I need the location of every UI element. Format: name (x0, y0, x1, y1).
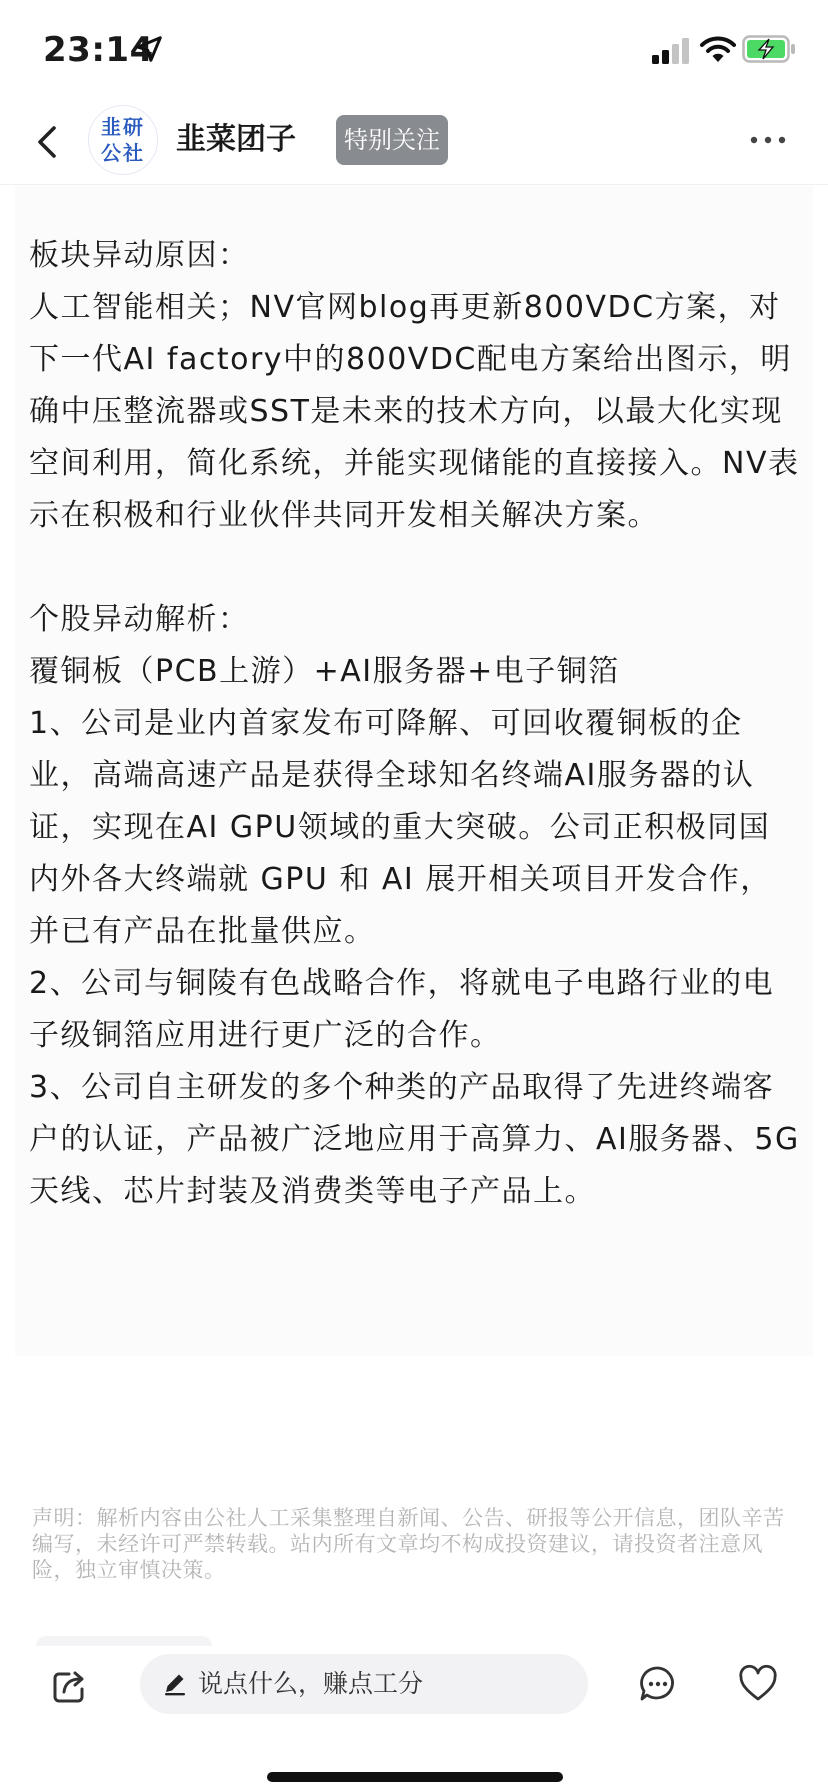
signal-icon (652, 38, 692, 64)
disclaimer: 声明：解析内容由公社人工采集整理自新闻、公告、研报等公开信息，团队辛苦编写，未经许可严禁转载。站内所有文章均不构成投资建议，请投资者注意风险，独立审慎决策。 (32, 1506, 785, 1582)
avatar-text-line2: 公社 (101, 141, 145, 165)
follow-badge[interactable]: 特别关注 (336, 115, 448, 165)
hidden-element-edge (36, 1636, 212, 1646)
back-chevron-icon[interactable] (30, 122, 66, 162)
battery-charging-icon (742, 35, 796, 63)
more-icon[interactable] (748, 130, 788, 150)
bottom-toolbar (0, 1646, 828, 1792)
article-card (15, 186, 813, 1356)
section-title-analysis: 个股异动解析： (29, 602, 250, 637)
location-arrow-icon (134, 34, 164, 64)
account-name[interactable]: 韭菜团子 (176, 122, 296, 157)
comment-placeholder: 说点什么，赚点工分 (198, 1669, 424, 1698)
wifi-icon (700, 34, 736, 64)
section-body-reason: 人工智能相关；NV官网blog再更新800VDC方案，对下一代AI factory中的800VDC配电方案给出图示，明确中压整流器或SST是未来的技术方向，以最大化实现空间利用，简化系统，并能实现储能的直接接入。NV表示在积极和行业伙伴共同开发相关解决方案。 (29, 290, 800, 533)
comment-icon[interactable] (638, 1664, 678, 1704)
article-text (29, 230, 801, 1218)
comment-input[interactable] (140, 1654, 588, 1714)
home-indicator (267, 1772, 563, 1782)
avatar-text-line1: 韭研 (101, 115, 145, 139)
avatar[interactable] (88, 105, 158, 175)
nav-bar (0, 100, 828, 185)
section-theme: 覆铜板（PCB上游）+AI服务器+电子铜箔 (29, 654, 620, 689)
analysis-point: 1、公司是业内首家发布可降解、可回收覆铜板的企业，高端高速产品是获得全球知名终端AI服务器的认证，实现在AI GPU领域的重大突破。公司正积极同国内外各大终端就 GPU 和 AI 展开相关项目开发合作，并已有产品在批量供应。 (29, 706, 772, 949)
analysis-point: 2、公司与铜陵有色战略合作，将就电子电路行业的电子级铜箔应用进行更广泛的合作。 (29, 966, 775, 1053)
analysis-point: 3、公司自主研发的多个种类的产品取得了先进终端客户的认证，产品被广泛地应用于高算力、AI服务器、5G天线、芯片封装及消费类等电子产品上。 (29, 1070, 800, 1209)
status-time: 23:14 (43, 30, 154, 70)
status-bar (0, 0, 828, 100)
heart-icon[interactable] (738, 1664, 778, 1704)
share-icon[interactable] (50, 1666, 90, 1706)
pen-icon (162, 1670, 188, 1696)
section-title-reason: 板块异动原因： (29, 238, 250, 273)
